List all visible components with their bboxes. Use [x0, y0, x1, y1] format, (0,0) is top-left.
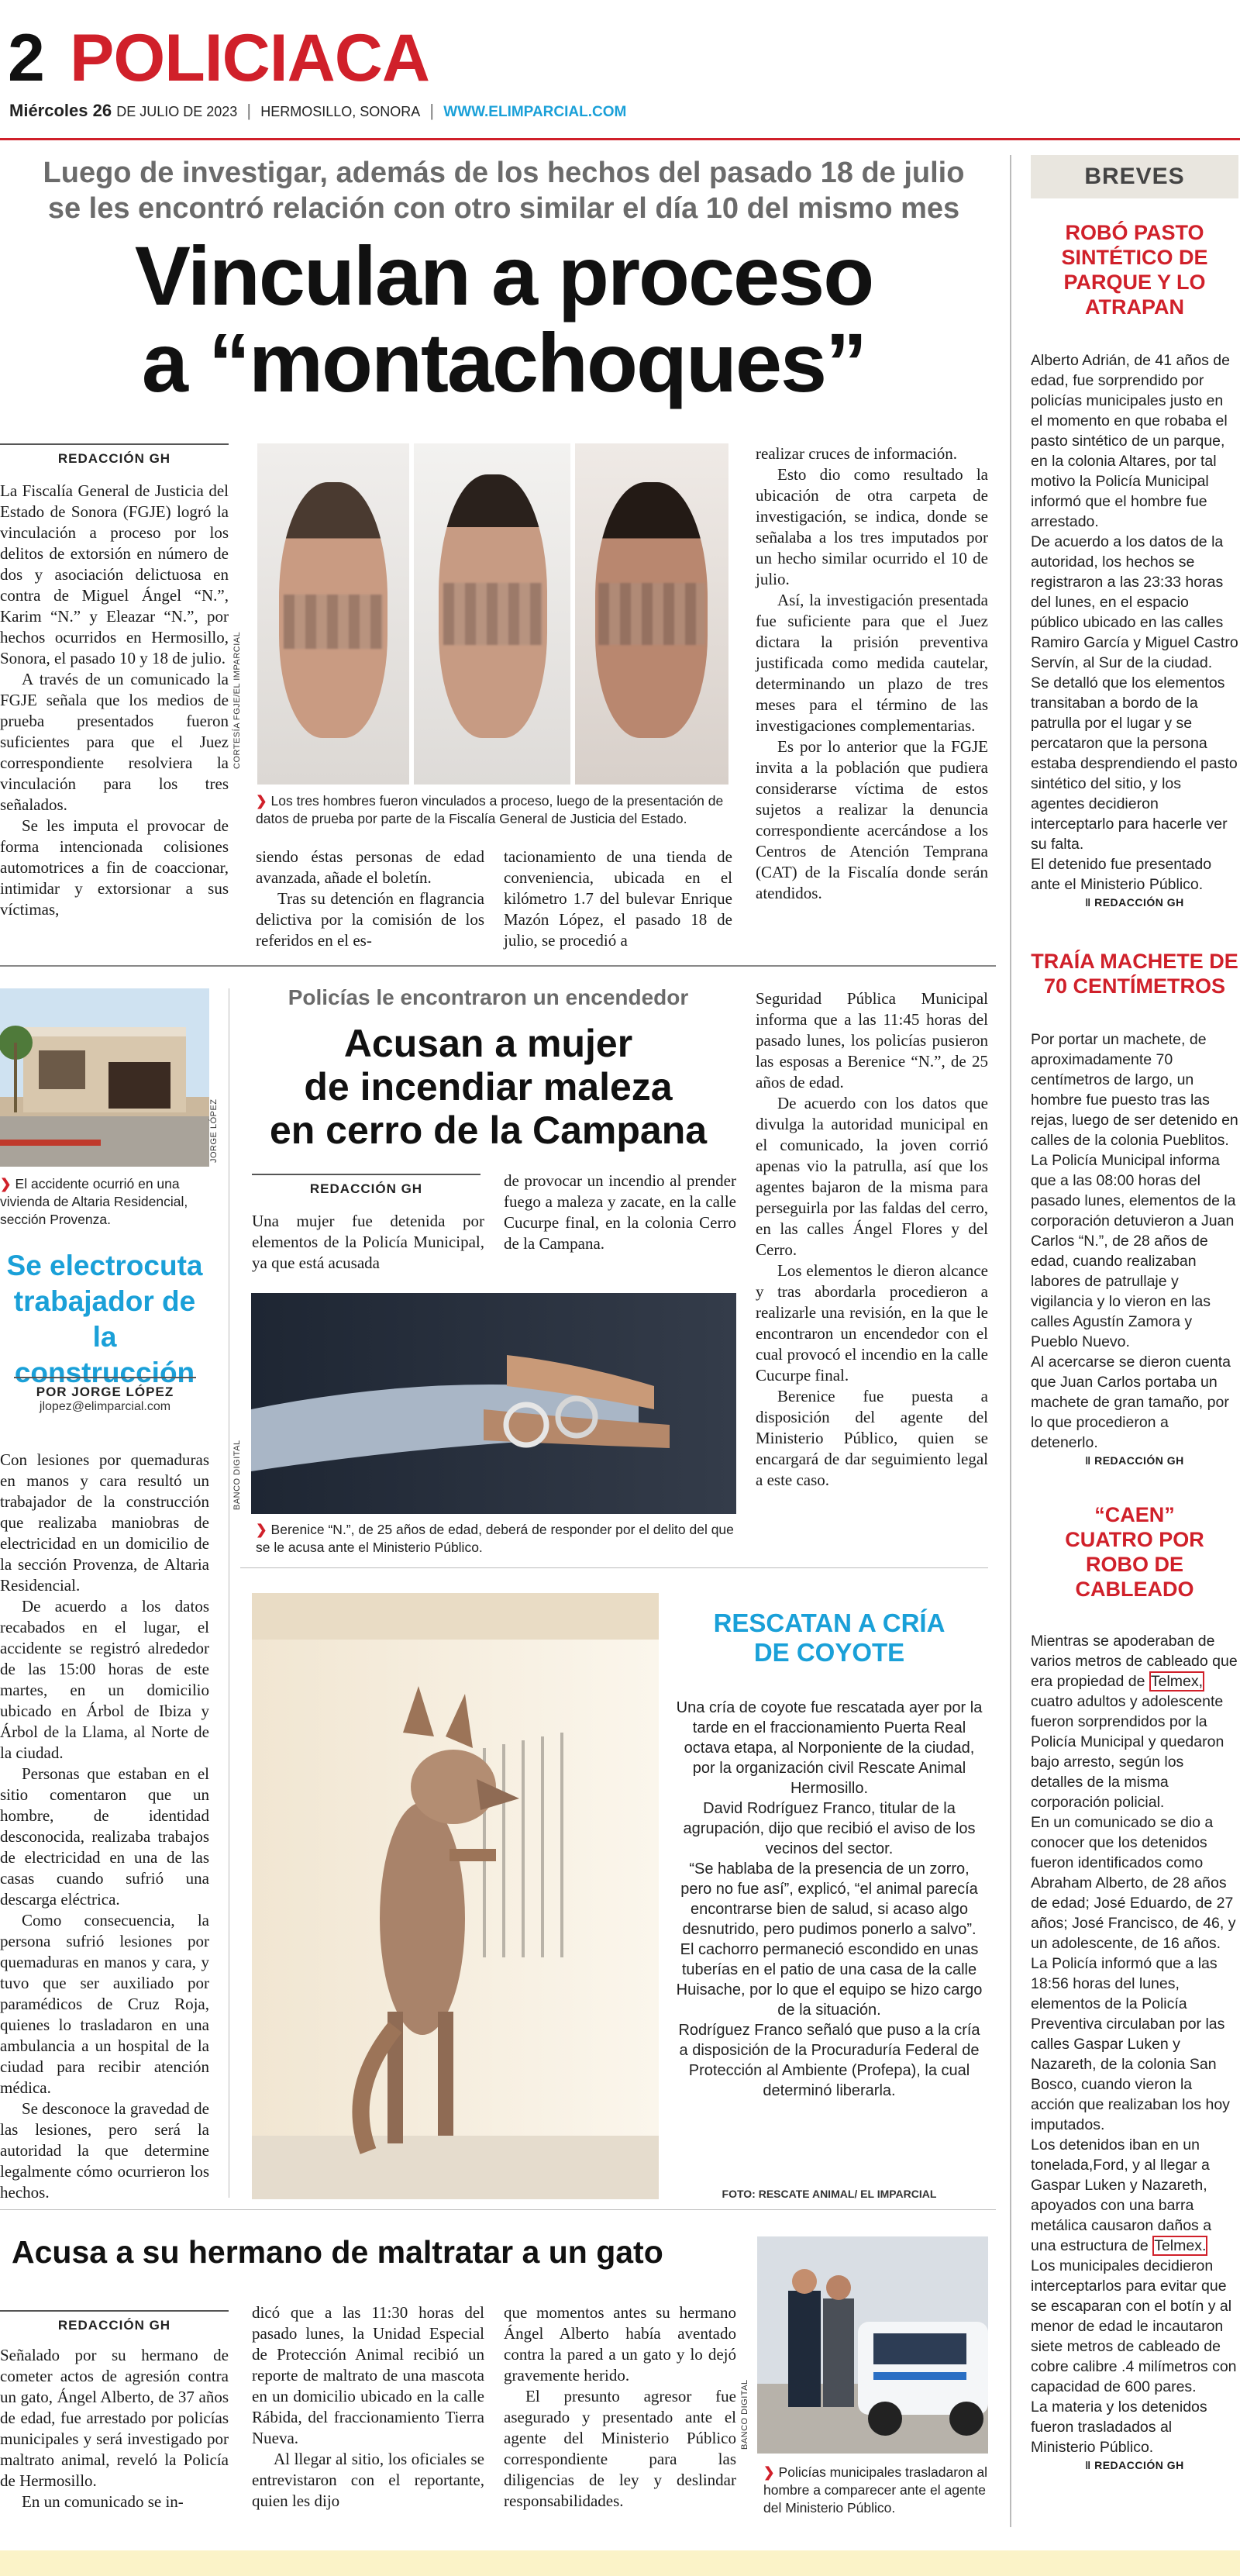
paragraph: que momentos antes su hermano Ángel Alberto había aventado contra la pared a un gato y lo dejó gravemente herido.: [504, 2303, 736, 2385]
breves-sidebar: [1031, 155, 1238, 2471]
house-photo: [0, 988, 209, 1167]
caption-text: Berenice “N.”, de 25 años de edad, deberá de responder por el delito del que se le acusa ante el Ministerio Público.: [256, 1522, 734, 1555]
electrocuta-body: [0, 1450, 209, 2203]
author-email-link[interactable]: jlopez@elimparcial.com: [39, 1400, 171, 1413]
paragraph: De acuerdo a los datos de la autoridad, los hechos se registraron a las 23:33 horas del lunes, en el espacio público ubicado en las calles Ramiro García y Miguel Castro Servín, al Sur de la ciudad.: [1031, 533, 1238, 671]
paragraph: “Se hablaba de la presencia de un zorro, pero no fue así”, explicó, “el animal parecía encontrarse bien de salud, si acaso algo desnutrido, pero pudimos ponerlo a salvo”.: [680, 1860, 978, 1938]
website-link[interactable]: WWW.ELIMPARCIAL.COM: [443, 104, 627, 120]
breve-body: [1031, 1631, 1238, 2457]
kicker-line: se les encontró relación con otro similar el día 10 del mismo mes: [47, 192, 960, 225]
paragraph: Se desconoce la gravedad de las lesiones, pero será la autoridad la que determine legalmente cómo ocurrieron los hechos.: [0, 2099, 209, 2202]
paragraph: Rodríguez Franco señaló que puso a la cría a disposición de la Procuraduría Federal de Protección al Ambiente (Profepa), la cual determinó liberarla.: [678, 2022, 980, 2099]
gato-col3: [504, 2302, 736, 2512]
paragraph: Seguridad Pública Municipal informa que a las 11:45 horas del pasado lunes, los policías pusieron las esposas a Berenice “N.”, de 25 años de edad.: [756, 989, 988, 1091]
text-run: Los detenidos iban en un tonelada,Ford, y al llegar a Gaspar Luken y Nazareth, apoyados con una barra metálica causaron daños a una estructura de: [1031, 2136, 1212, 2254]
date-weekday: Miércoles 26: [9, 101, 112, 120]
paragraph: Esto dio como resultado la ubicación de otra carpeta de investigación, se indica, donde se señalaba a los tres imputados por un hecho similar ocurrido el 10 de julio.: [756, 465, 988, 588]
paragraph: Tras su detención en flagrancia delictiva por la comisión de los referidos en el es-: [256, 889, 484, 950]
headline-line: DE COYOTE: [753, 1638, 905, 1667]
section-divider: [0, 965, 996, 967]
gato-col1: [0, 2345, 229, 2512]
caption-marker-icon: ❯: [256, 793, 267, 809]
highlighted-term: Telmex.: [1154, 2237, 1207, 2254]
paragraph: dicó que a las 11:30 horas del pasado lunes, la Unidad Especial de Protección Animal recibió un reporte de maltrato de una mascota en un domicilio ubicado en la calle Rábida, del fraccionamiento Tierra Nueva.: [252, 2303, 484, 2447]
paragraph: Señalado por su hermano de cometer actos de agresión contra un gato, Ángel Alberto, de 37 años de edad, fue arrestado por policías municipales y será investigado por maltrato animal, reveló la Policía de Hermosillo.: [0, 2346, 229, 2490]
paragraph: [1031, 1631, 1238, 1812]
suspects-caption: [256, 792, 732, 828]
photo-credit: CORTESÍA FGJE/EL IMPARCIAL: [232, 631, 242, 769]
paragraph: En un comunicado se dio a conocer que los detenidos fueron identificados como Abraham Alberto, de 28 años de edad; José Eduardo, de 27 años; José Francisco, de 46, y un adolescente, de 16 años.: [1031, 1814, 1236, 1952]
paragraph: De acuerdo con los datos que divulga la autoridad municipal en el comunicado, la joven corrió apenas vio la patrulla, así que los agentes bajaron de la misma para perseguirla por las faldas del cerro, en las calles Ángel Flores y del Cerro.: [756, 1094, 988, 1259]
paragraph: A través de un comunicado la FGJE señala que los medios de prueba presentados fueron suficientes para que el Juez correspondiente resolviera la vinculación para los tres señalados.: [0, 670, 229, 814]
paragraph: Se detalló que los elementos transitaban a bordo de la patrulla por el lugar y se percataron que la persona estaba desprendiendo el pasto sintético del sitio, y los agentes decidieron interceptarlo para hacerle ver su falta.: [1031, 674, 1238, 853]
paragraph: Una mujer fue detenida por elementos de la Policía Municipal, ya que está acusada: [252, 1212, 484, 1272]
gato-byline: REDACCIÓN GH: [0, 2310, 229, 2333]
separator: |: [429, 101, 435, 120]
headline-line: en cerro de la Campana: [269, 1109, 708, 1152]
paragraph: tacionamiento de una tienda de conveniencia, ubicada en el kilómetro 1.7 del bulevar Enrique Mazón López, el pasado 18 de julio, se procedió a: [504, 847, 732, 950]
headline-line: RESCATAN A CRÍA: [713, 1609, 946, 1637]
masthead: [8, 23, 1240, 140]
location: HERMOSILLO, SONORA: [260, 104, 421, 119]
suspects-photo: [232, 443, 728, 785]
coyote-headline: [674, 1609, 984, 1667]
section-divider: [240, 1567, 988, 1568]
paragraph: Con lesiones por quemaduras en manos y cara resultó un trabajador de la construcción que realizaba maniobras de electricidad en un domicilio de la sección Provenza, de Altaria Residencial.: [0, 1450, 209, 1595]
police-illustration: [757, 2236, 988, 2454]
gato-col2: [252, 2302, 484, 2512]
paragraph: La materia y los detenidos fueron trasladados al Ministerio Público.: [1031, 2398, 1207, 2456]
incendio-col2: [504, 1171, 736, 1254]
paragraph: realizar cruces de información.: [756, 444, 958, 463]
paragraph: Personas que estaban en el sitio comentaron que un hombre, de identidad desconocida, realizaba trabajos de electricidad en una de las casas cuando sufrió una descarga eléctrica.: [0, 1764, 209, 1909]
highlighted-term: Telmex,: [1150, 1673, 1204, 1690]
paragraph: Los municipales decidieron interceptarlos para evitar que se escaparan con el botín y al menor de edad le incautaron siete metros de cableado de cobre calibre .4 milímetros con capacidad de 600 pares.: [1031, 2257, 1237, 2395]
caption-text: Los tres hombres fueron vinculados a proceso, luego de la presentación de datos de prueba por parte de la Fiscalía General de Justicia del Estado.: [256, 793, 724, 826]
caption-marker-icon: ❯: [256, 1522, 267, 1537]
photo-credit: JORGE LÓPEZ: [209, 1098, 219, 1163]
caption-marker-icon: ❯: [0, 1176, 12, 1191]
incendio-byline: REDACCIÓN GH: [252, 1174, 480, 1197]
breve-title: “CAEN” CUATRO POR ROBO DE CABLEADO: [1065, 1503, 1204, 1601]
handcuffs-photo: [232, 1293, 736, 1514]
handcuffs-illustration: [251, 1293, 736, 1514]
breve-title: ROBÓ PASTO SINTÉTICO DE PARQUE Y LO ATRAPAN: [1061, 221, 1208, 319]
electrocuta-byline: POR JORGE LÓPEZ: [14, 1377, 196, 1400]
breve-body: [1031, 350, 1238, 895]
paragraph: David Rodríguez Franco, titular de la agrupación, dijo que recibió el aviso de los vecinos del sector.: [683, 1800, 976, 1857]
caption-text: El accidente ocurrió en una vivienda de Altaria Residencial, sección Provenza.: [0, 1176, 188, 1227]
paragraph: Alberto Adrián, de 41 años de edad, fue sorprendido por policías municipales justo en el momento en que robaba el pasto sintético de un parque, en la colonia Altares, por tal motivo la Policía Municipal informó que el hombre fue arrestado.: [1031, 352, 1230, 530]
incendio-caption: [256, 1521, 736, 1557]
electrocuta-headline: Se electrocuta trabajador de la construcción: [6, 1250, 203, 1388]
paragraph: El presunto agresor fue asegurado y presentado ante el agente del Ministerio Público correspondiente para las diligencias de ley y deslindar responsabilidades.: [504, 2387, 736, 2510]
coyote-illustration: [252, 1593, 659, 2199]
paragraph: de provocar un incendio al prender fuego a maleza y zacate, en la calle Cucurpe final, en la colonia Cerro de la Campana.: [504, 1171, 736, 1253]
incendio-kicker: Policías le encontraron un encendedor: [288, 985, 689, 1009]
coyote-credit: FOTO: RESCATE ANIMAL/ EL IMPARCIAL: [722, 2188, 937, 2200]
electrocuta-caption: [0, 1175, 209, 1229]
paragraph: Una cría de coyote fue rescatada ayer por la tarde en el fraccionamiento Puerta Real octava etapa, al Norponiente de la ciudad, por la organización civil Rescate Animal Hermosillo.: [676, 1699, 983, 1797]
lead-col3: [504, 847, 732, 951]
text-run: Mientras se apoderaban de varios metros de cableado que era propiedad de: [1031, 1633, 1238, 1690]
headline-line: de incendiar maleza: [304, 1065, 673, 1109]
paragraph: La Policía informó que a las 18:56 horas del lunes, elementos de la Policía Preventiva circulaban por las calles Gaspar Luken y Nazareth, de la colonia San Bosco, cuando vieron la acción que realizaban los hoy imputados.: [1031, 1955, 1230, 2133]
bottom-strip: [0, 2550, 1240, 2576]
suspect-photo: [257, 443, 409, 785]
paragraph: Los elementos le dieron alcance y tras abordarla procedieron a realizarle una revisión, en la que le encontraron un encendedor con el cual provocó el incendio en la calle Cucurpe final.: [756, 1261, 988, 1385]
page-number: 2: [8, 21, 45, 95]
section-divider: [0, 2209, 996, 2210]
kicker-line: Luego de investigar, además de los hechos del pasado 18 de julio: [43, 157, 965, 189]
paragraph: De acuerdo a los datos recabados en el lugar, el accidente se registró alrededor de las 15:00 horas de este martes, en un domicilio ubicado en Árbol de Ibiza y Árbol de la Llama, al Norte de la ciudad.: [0, 1597, 209, 1762]
suspect-photo: [575, 443, 728, 785]
house-illustration: [0, 988, 209, 1167]
dateline: [9, 101, 626, 122]
text-run: cuatro adultos y adolescente fueron sorprendidos por la Policía Municipal y quedaron bajo arresto, según los detalles de la misma corporación policial.: [1031, 1693, 1224, 1811]
headline-line: Vinculan a proceso: [134, 229, 873, 322]
sidebar-divider: [1010, 155, 1011, 2527]
lead-col4: [756, 443, 988, 904]
headline-line: Acusan a mujer: [343, 1022, 633, 1065]
paragraph: Como consecuencia, la persona sufrió lesiones por quemaduras en manos y cara, y tuvo que ser auxiliado por paramédicos de Cruz Roja, quienes lo trasladaron en una ambulancia a un hospital de la ciudad para recibir atención médica.: [0, 1911, 209, 2097]
police-photo: [740, 2236, 988, 2454]
paragraph: Se les imputa el provocar de forma intencionada colisiones automotrices a fin de coaccionar, intimidar y extorsionar a sus víctimas,: [0, 816, 229, 919]
paragraph: El detenido fue presentado ante el Ministerio Público.: [1031, 856, 1212, 893]
paragraph: En un comunicado se in-: [22, 2492, 184, 2511]
breve-signature: ‖ REDACCIÓN GH: [1085, 896, 1184, 909]
paragraph: El cachorro permaneció escondido en unas tuberías en el patio de una casa de la calle Huisache, por lo que el equipo se hizo cargo de la situación.: [676, 1941, 983, 2019]
paragraph: La Policía Municipal informa que a las 08:00 horas del pasado lunes, elementos de la corporación detuvieron a Juan Carlos “N.”, de 28 años de edad, cuando realizaban labores de patrullaje y vigilancia y lo vieron en las calles Agustín Zamora y Pueblo Nuevo.: [1031, 1152, 1236, 1350]
section-title: POLICIACA: [70, 21, 429, 95]
caption-text: Policías municipales trasladaron al hombre a comparecer ante el agente del Ministerio Público.: [763, 2464, 987, 2516]
paragraph: Es por lo anterior que la FGJE invita a la población que pudiera considerarse víctima de estos sujetos a realizar la denuncia correspondiente acercándose a los Centros de Atención Temprana (CAT) de la Fiscalía donde serán atendidos.: [756, 737, 988, 902]
photo-credit: BANCO DIGITAL: [232, 1440, 242, 1510]
caption-marker-icon: ❯: [763, 2464, 775, 2480]
lead-byline: REDACCIÓN GH: [0, 443, 229, 467]
separator: |: [246, 101, 252, 120]
incendio-col3: [756, 988, 988, 1491]
suspect-photo: [414, 443, 570, 785]
paragraph: Así, la investigación presentada fue suficiente para que el Juez dictara la prisión preventiva justificada como medida cautelar, determinando un plazo de tres meses para el término de las investigaciones complementarias.: [756, 591, 988, 735]
paragraph: Al llegar al sitio, los oficiales se entrevistaron con el reportante, quien les dijo: [252, 2450, 484, 2510]
lead-col2: [256, 847, 484, 951]
photo-credit: BANCO DIGITAL: [740, 2379, 749, 2450]
breve-signature: ‖ REDACCIÓN GH: [1085, 1454, 1184, 1467]
breve-signature: ‖ REDACCIÓN GH: [1085, 2459, 1184, 2471]
coyote-photo: [252, 1593, 659, 2199]
paragraph: La Fiscalía General de Justicia del Estado de Sonora (FGJE) logró la vinculación a proceso por los delitos de extorsión en número de dos y asociación delictuosa en contra de Miguel Ángel “N.”, Karim “N.” y Eleazar “N.”, por hechos ocurridos en Hermosillo, Sonora, el pasado 10 y 18 de julio.: [0, 481, 229, 667]
paragraph: siendo éstas personas de edad avanzada, añade el boletín.: [256, 847, 484, 887]
lead-col1: [0, 481, 229, 920]
incendio-col1: [252, 1211, 484, 1274]
breve-title: TRAÍA MACHETE DE 70 CENTÍMETROS: [1031, 950, 1238, 998]
masthead-rule: [0, 138, 1240, 140]
paragraph: Al acercarse se dieron cuenta que Juan Carlos portaba un machete de gran tamaño, por lo que procedieron a detenerlo.: [1031, 1354, 1231, 1451]
gato-headline: Acusa a su hermano de maltratar a un gato: [12, 2234, 663, 2270]
incendio-headline: [240, 1022, 736, 1152]
paragraph: Por portar un machete, de aproximadamente 70 centímetros de largo, un hombre fue puesto tras las rejas, luego de ser detenido en calles de la colonia Pueblitos.: [1031, 1031, 1238, 1149]
breves-label: BREVES: [1031, 155, 1238, 198]
headline-line: a “montachoques”: [141, 316, 866, 409]
paragraph: Berenice fue puesta a disposición del agente del Ministerio Público, quien se encargará de dar seguimiento legal a este caso.: [756, 1387, 988, 1489]
lead-kicker: [0, 155, 1008, 226]
date-rest: DE JULIO DE 2023: [116, 104, 238, 119]
breve-body: [1031, 1029, 1238, 1453]
coyote-body: [674, 1698, 984, 2101]
gato-caption: [763, 2464, 988, 2517]
paragraph: [1031, 2135, 1238, 2256]
lead-headline: [0, 229, 1008, 409]
